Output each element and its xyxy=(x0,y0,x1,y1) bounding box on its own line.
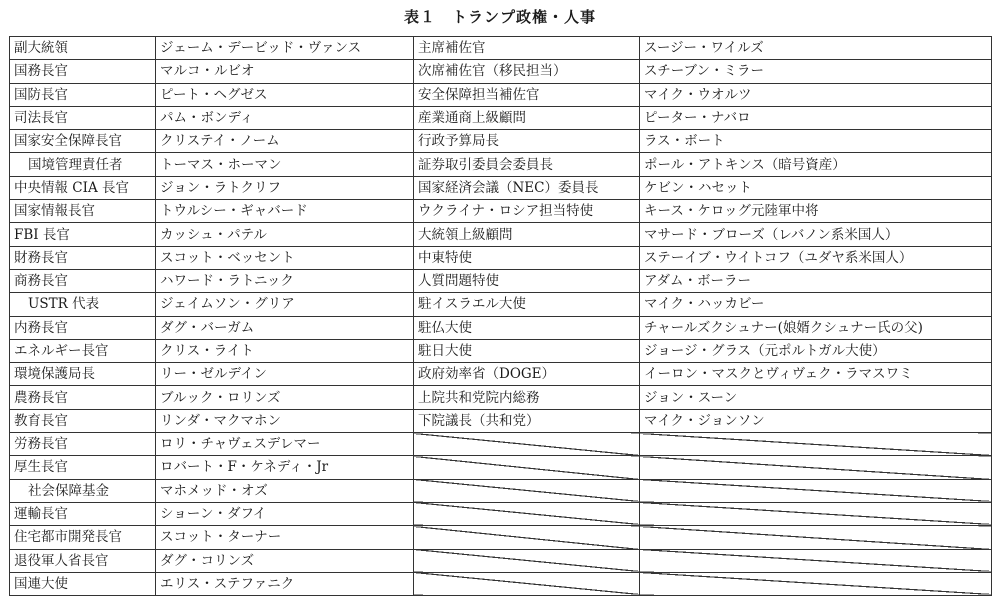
empty-cell xyxy=(640,479,992,502)
post-cell: 農務長官 xyxy=(10,386,156,409)
empty-cell xyxy=(640,572,992,595)
post-cell: 安全保障担当補佐官 xyxy=(414,83,640,106)
empty-cell xyxy=(640,549,992,572)
name-cell: マホメッド・オズ xyxy=(156,479,414,502)
name-cell: エリス・ステファニク xyxy=(156,572,414,595)
table-row xyxy=(10,83,992,106)
table-row xyxy=(10,479,992,502)
table-row xyxy=(10,246,992,269)
empty-cell xyxy=(414,572,640,595)
name-cell: ショーン・ダフイ xyxy=(156,502,414,525)
post-cell: 財務長官 xyxy=(10,246,156,269)
table-row xyxy=(10,60,992,83)
name-cell: ロリ・チャヴェスデレマー xyxy=(156,433,414,456)
name-cell: リー・ゼルデイン xyxy=(156,363,414,386)
post-cell: 国防長官 xyxy=(10,83,156,106)
post-cell: 産業通商上級顧問 xyxy=(414,106,640,129)
post-cell: 環境保護局長 xyxy=(10,363,156,386)
post-cell: 中東特使 xyxy=(414,246,640,269)
table-row xyxy=(10,130,992,153)
table-row xyxy=(10,363,992,386)
name-cell: ラス・ボート xyxy=(640,130,992,153)
post-cell: 労務長官 xyxy=(10,433,156,456)
post-cell: 上院共和党院内総務 xyxy=(414,386,640,409)
table-row xyxy=(10,316,992,339)
name-cell: ダグ・バーガム xyxy=(156,316,414,339)
post-cell: 住宅都市開発長官 xyxy=(10,526,156,549)
name-cell: ステーイブ・ウイトコフ（ユダヤ系米国人） xyxy=(640,246,992,269)
cabinet-table xyxy=(9,36,992,596)
table-body xyxy=(10,37,992,596)
post-cell: 駐イスラエル大使 xyxy=(414,293,640,316)
table-title: 表１ トランプ政権・人事 xyxy=(403,8,596,26)
name-cell: チャールズクシュナー(娘婿クシュナー氏の父) xyxy=(640,316,992,339)
table-row xyxy=(10,37,992,60)
name-cell: トーマス・ホーマン xyxy=(156,153,414,176)
empty-cell xyxy=(414,433,640,456)
empty-cell xyxy=(414,479,640,502)
name-cell: ハワード・ラトニック xyxy=(156,269,414,292)
empty-cell xyxy=(640,526,992,549)
post-cell: 国務長官 xyxy=(10,60,156,83)
post-cell: 中央情報 CIA 長官 xyxy=(10,176,156,199)
name-cell: マイク・ウオルツ xyxy=(640,83,992,106)
table-row xyxy=(10,526,992,549)
table-row xyxy=(10,176,992,199)
name-cell: パム・ボンディ xyxy=(156,106,414,129)
empty-cell xyxy=(640,502,992,525)
name-cell: ピーター・ナバロ xyxy=(640,106,992,129)
post-cell: 司法長官 xyxy=(10,106,156,129)
post-cell: 人質問題特使 xyxy=(414,269,640,292)
name-cell: ポール・アトキンス（暗号資産） xyxy=(640,153,992,176)
name-cell: スコット・ターナー xyxy=(156,526,414,549)
post-cell: 退役軍人省長官 xyxy=(10,549,156,572)
name-cell: イーロン・マスクとヴィヴェク・ラマスワミ xyxy=(640,363,992,386)
post-cell: 主席補佐官 xyxy=(414,37,640,60)
table-row xyxy=(10,549,992,572)
name-cell: クリス・ライト xyxy=(156,339,414,362)
post-cell: 厚生長官 xyxy=(10,456,156,479)
post-cell: 教育長官 xyxy=(10,409,156,432)
name-cell: マイク・ハッカビー xyxy=(640,293,992,316)
post-cell: 大統領上級顧問 xyxy=(414,223,640,246)
table-row xyxy=(10,269,992,292)
name-cell: クリステイ・ノーム xyxy=(156,130,414,153)
name-cell: スコット・ベッセント xyxy=(156,246,414,269)
table-row xyxy=(10,339,992,362)
name-cell: スチーブン・ミラー xyxy=(640,60,992,83)
table-row xyxy=(10,223,992,246)
name-cell: ジョン・スーン xyxy=(640,386,992,409)
table-row xyxy=(10,200,992,223)
post-cell: 副大統領 xyxy=(10,37,156,60)
name-cell: ロバート・F・ケネディ・Jr xyxy=(156,456,414,479)
name-cell: キース・ケロッグ元陸軍中将 xyxy=(640,200,992,223)
table-row xyxy=(10,293,992,316)
name-cell: アダム・ボーラー xyxy=(640,269,992,292)
name-cell: ジョン・ラトクリフ xyxy=(156,176,414,199)
name-cell: ジェイムソン・グリア xyxy=(156,293,414,316)
name-cell: ケビン・ハセット xyxy=(640,176,992,199)
empty-cell xyxy=(640,433,992,456)
name-cell: ジェーム・デービッド・ヴァンス xyxy=(156,37,414,60)
post-cell: 次席補佐官（移民担当） xyxy=(414,60,640,83)
post-cell: 駐日大使 xyxy=(414,339,640,362)
post-cell: 運輸長官 xyxy=(10,502,156,525)
table-row xyxy=(10,153,992,176)
table-row xyxy=(10,386,992,409)
empty-cell xyxy=(414,456,640,479)
name-cell: スージー・ワイルズ xyxy=(640,37,992,60)
name-cell: ダグ・コリンズ xyxy=(156,549,414,572)
table-row xyxy=(10,409,992,432)
empty-cell xyxy=(414,549,640,572)
name-cell: リンダ・マクマホン xyxy=(156,409,414,432)
table-row xyxy=(10,456,992,479)
post-cell: 国連大使 xyxy=(10,572,156,595)
table-row xyxy=(10,106,992,129)
name-cell: マルコ・ルビオ xyxy=(156,60,414,83)
name-cell: ジョージ・グラス（元ポルトガル大使） xyxy=(640,339,992,362)
post-cell: 国家情報長官 xyxy=(10,200,156,223)
name-cell: ブルック・ロリンズ xyxy=(156,386,414,409)
empty-cell xyxy=(414,502,640,525)
name-cell: ピート・ヘグゼス xyxy=(156,83,414,106)
table-row xyxy=(10,572,992,595)
table-row xyxy=(10,433,992,456)
post-cell: 内務長官 xyxy=(10,316,156,339)
name-cell: カッシュ・パテル xyxy=(156,223,414,246)
post-cell: ウクライナ・ロシア担当特使 xyxy=(414,200,640,223)
post-cell: 証券取引委員会委員長 xyxy=(414,153,640,176)
post-cell: エネルギー長官 xyxy=(10,339,156,362)
name-cell: マイク・ジョンソン xyxy=(640,409,992,432)
post-cell: FBI 長官 xyxy=(10,223,156,246)
post-cell: 商務長官 xyxy=(10,269,156,292)
post-cell: USTR 代表 xyxy=(10,293,156,316)
table-row xyxy=(10,502,992,525)
post-cell: 下院議長（共和党） xyxy=(414,409,640,432)
post-cell: 国家安全保障長官 xyxy=(10,130,156,153)
post-cell: 国家経済会議（NEC）委員長 xyxy=(414,176,640,199)
post-cell: 行政予算局長 xyxy=(414,130,640,153)
post-cell: 政府効率省（DOGE） xyxy=(414,363,640,386)
post-cell: 駐仏大使 xyxy=(414,316,640,339)
name-cell: マサード・ブローズ（レバノン系米国人） xyxy=(640,223,992,246)
post-cell: 国境管理責任者 xyxy=(10,153,156,176)
post-cell: 社会保障基金 xyxy=(10,479,156,502)
empty-cell xyxy=(414,526,640,549)
empty-cell xyxy=(640,456,992,479)
name-cell: トウルシー・ギャバード xyxy=(156,200,414,223)
